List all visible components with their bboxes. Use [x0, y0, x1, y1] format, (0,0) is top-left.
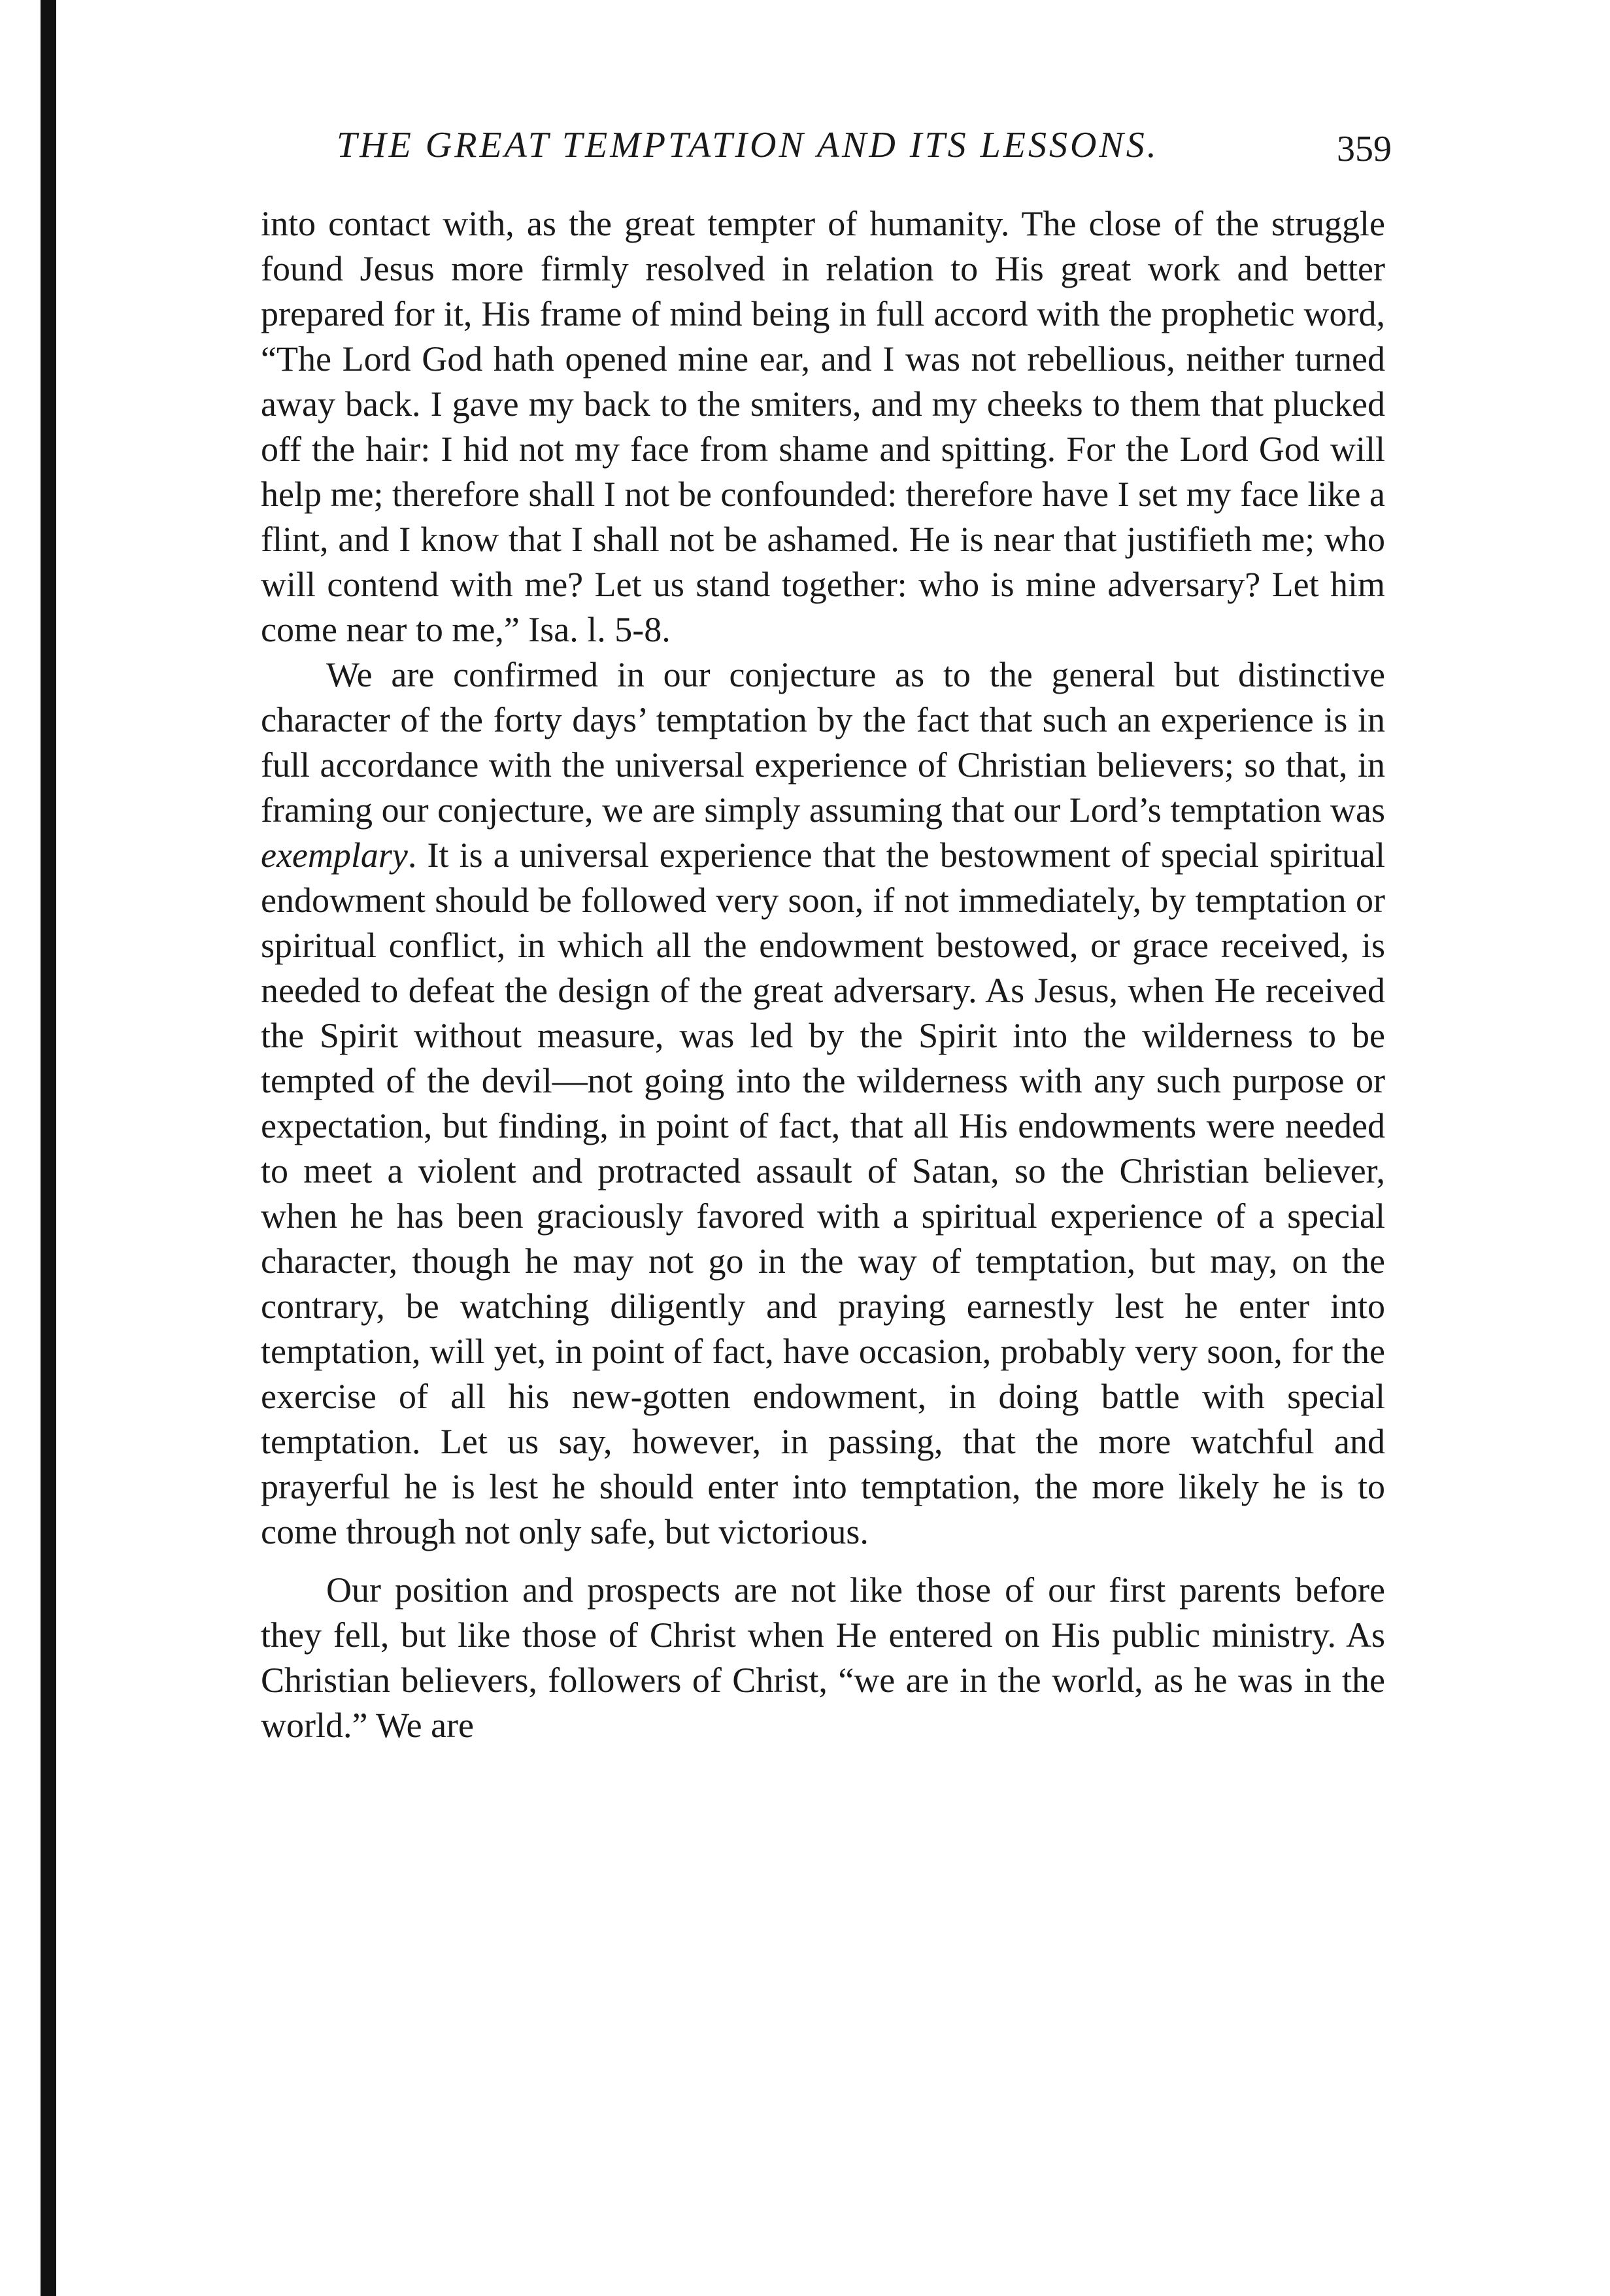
- page-number: 359: [1337, 129, 1392, 169]
- paragraph-exemplary-temptation: [261, 652, 1385, 1555]
- running-title: THE GREAT TEMPTATION AND ITS LESSONS.: [337, 125, 1159, 165]
- page-binding-edge: [41, 0, 56, 2296]
- book-page: [261, 124, 1392, 1748]
- paragraph-our-position: Our position and prospects are not like those of our first parents before they fell, but like those of Christ when He entered on His public ministry. As Christian believers, followers of Christ, “we are in the world, as he was in the world.” We are: [261, 1570, 1385, 1745]
- paragraph-text-end: . It is a universal experience that the bestowment of special spiritual endowment should be followed very soon, if not immediately, by temptation or spiritual conflict, in which all the endowment bestowed, or grace received, is needed to defeat the design of the great adversary. As Jesus, when He received the Spirit without measure, was led by the Spirit into the wilderness to be tempted of the devil—not going into the wilderness with any such purpose or expectation, but finding, in point of fact, that all His endowments were needed to meet a violent and protracted assault of Satan, so the Christian believer, when he has been graciously favored with a spiritual experience of a special character, though he may not go in the way of temptation, but may, on the contrary, be watching diligently and praying earnestly lest he enter into temptation, will yet, in point of fact, have occasion, probably very soon, for the exercise of all his new-gotten endowment, in doing battle with special temptation. Let us say, however, in passing, that the more watchful and prayerful he is lest he should enter into temptation, the more likely he is to come through not only safe, but victorious.: [261, 836, 1385, 1551]
- paragraph-continued: into contact with, as the great tempter of humanity. The close of the struggle found Jesus more firmly resolved in relation to His great work and better prepared for it, His frame of mind being in full accord with the prophetic word, “The Lord God hath opened mine ear, and I was not rebellious, neither turned away back. I gave my back to the smiters, and my cheeks to them that plucked off the hair: I hid not my face from shame and spitting. For the Lord God will help me; therefore shall I not be confounded: therefore have I set my face like a flint, and I know that I shall not be ashamed. He is near that justifieth me; who will contend with me? Let us stand together: who is mine adversary? Let him come near to me,” Isa. l. 5-8.: [261, 204, 1385, 649]
- paragraph-text-start: We are confirmed in our conjecture as to the general but distinctive character of the forty days’ temptation by the fact that such an experience is in full accordance with the universal experience of Christian believers; so that, in framing our conjecture, we are simply assuming that our Lord’s temptation was: [261, 655, 1385, 830]
- emphasis-exemplary: exemplary: [261, 836, 408, 875]
- running-head: [261, 124, 1392, 183]
